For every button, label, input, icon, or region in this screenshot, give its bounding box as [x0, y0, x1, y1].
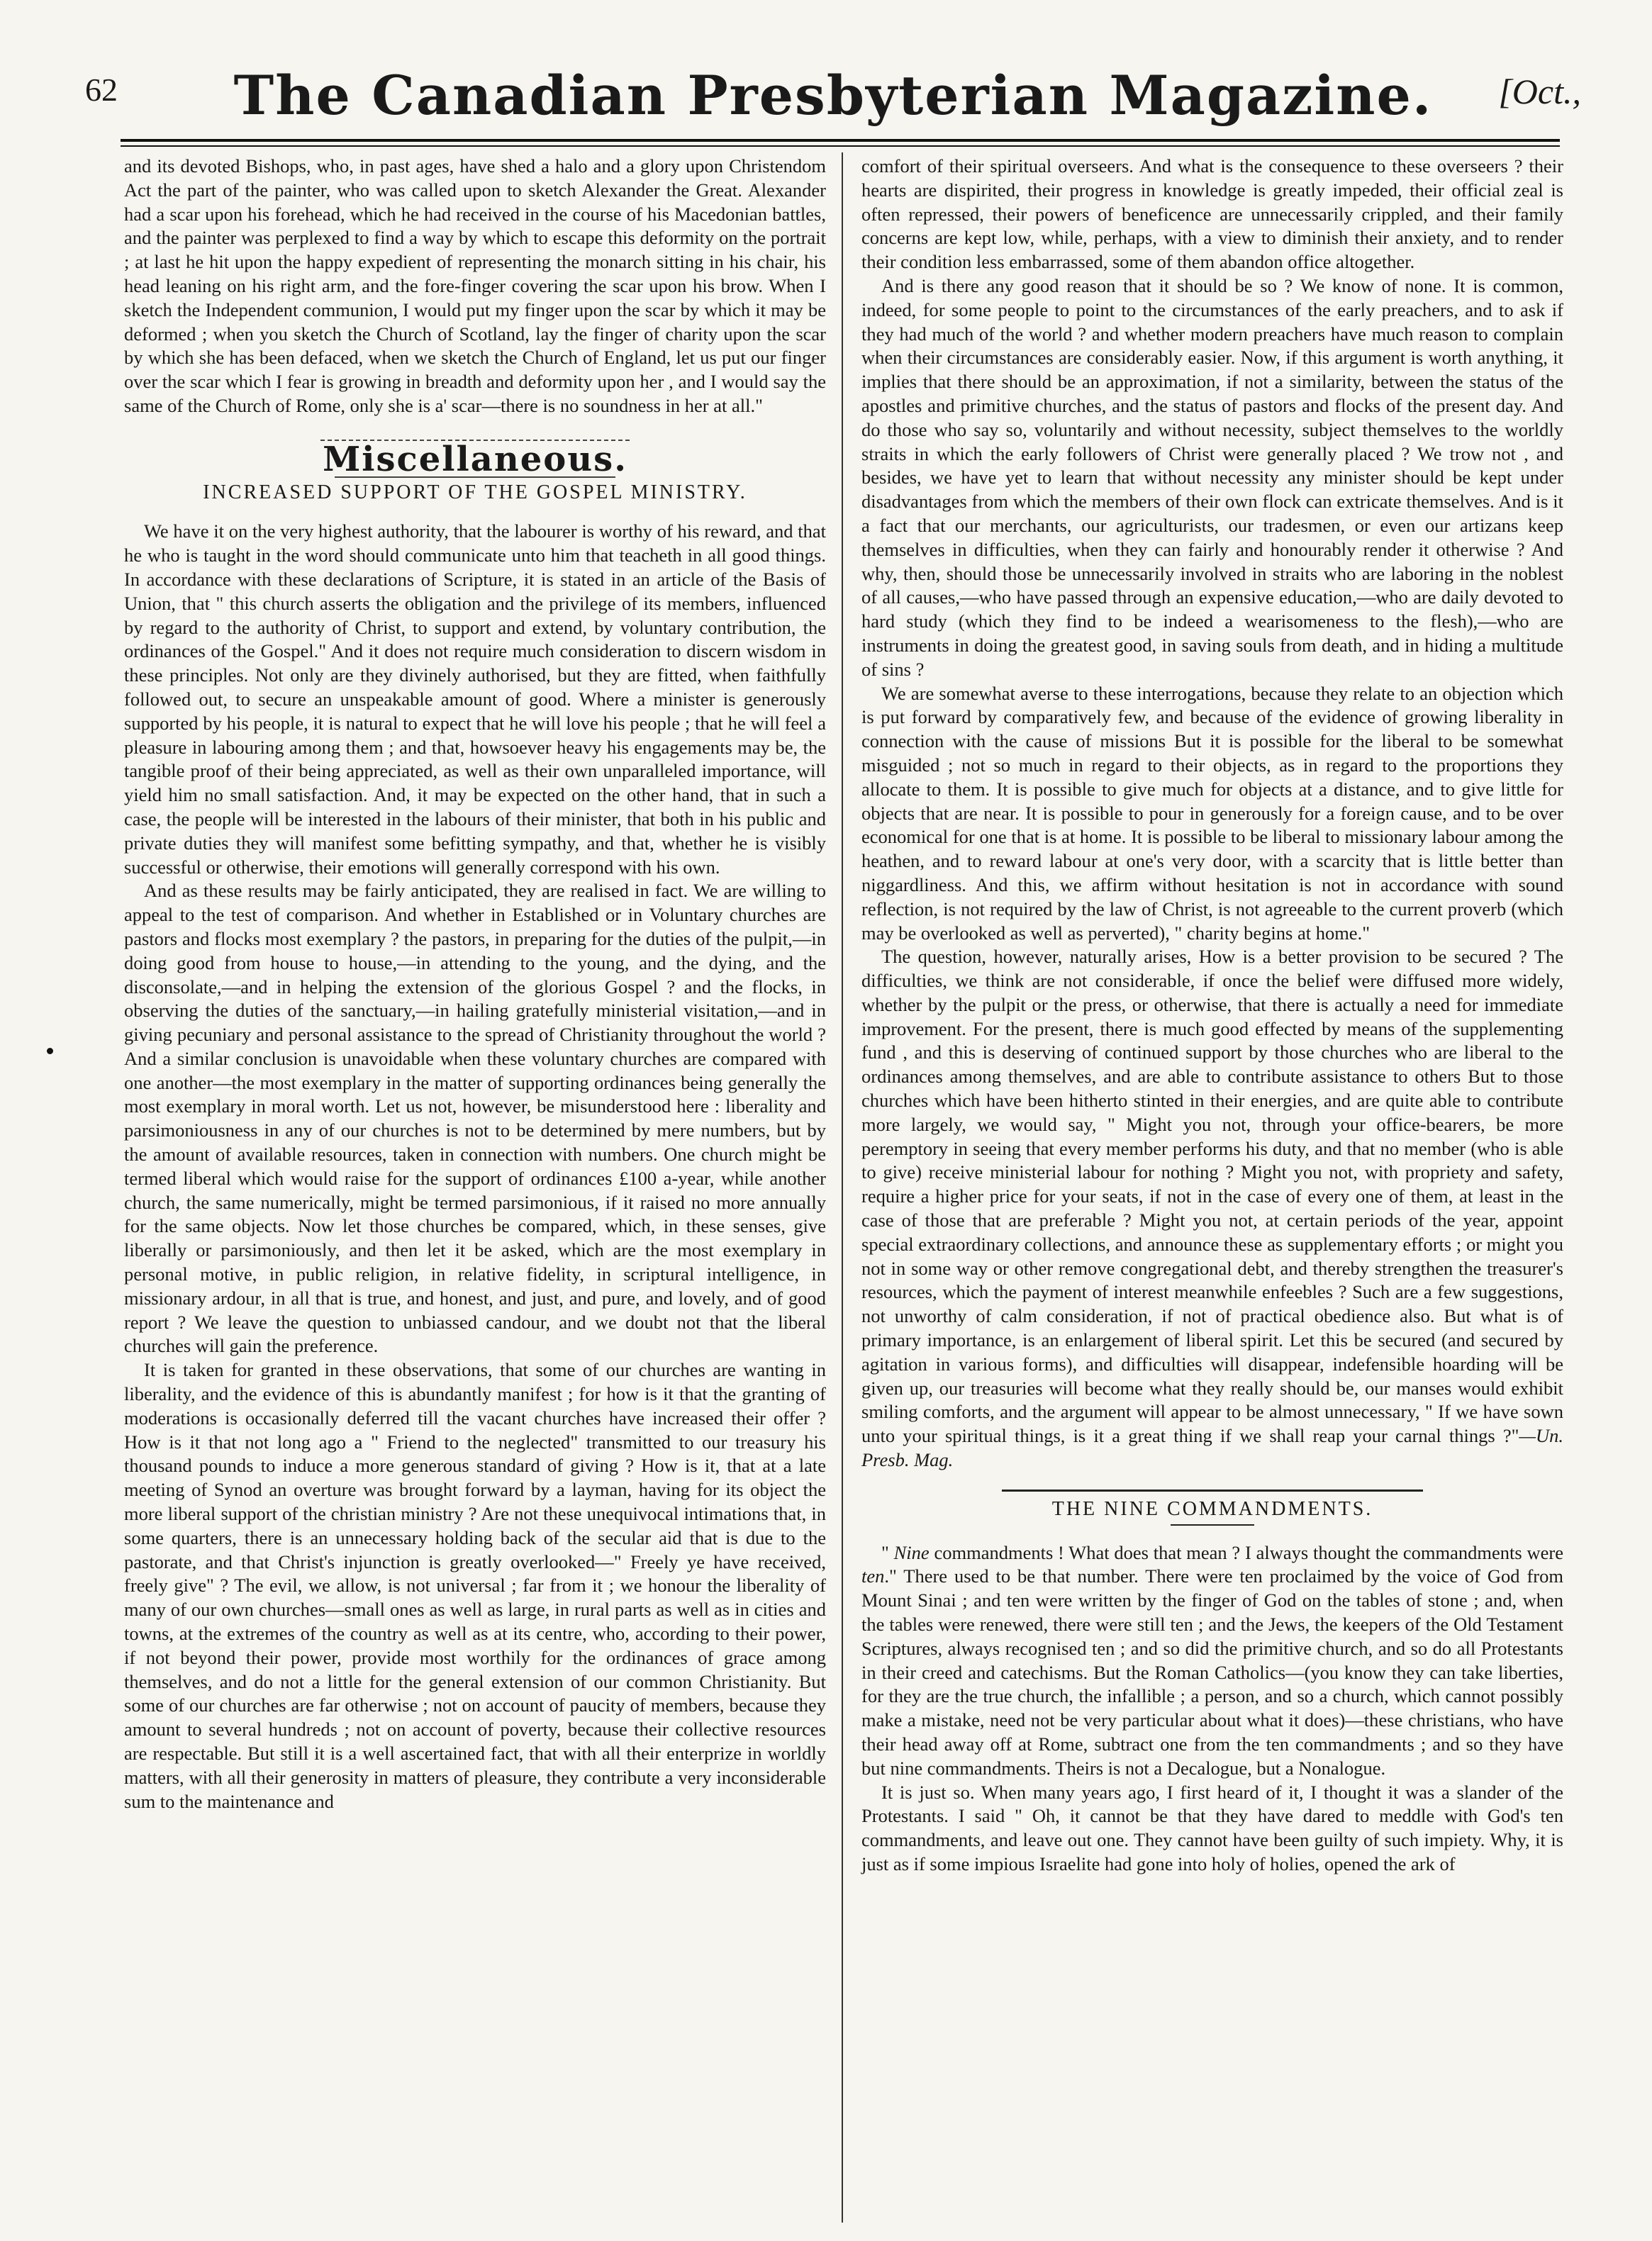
- paragraph: And is there any good reason that it should be so ? We know of none. It is common, indeed, for some people to point to the circumstances of the early preachers, and to ask if they had much of the world ? and whether modern preachers have much reason to complain when their circumstances are considerably easier. Now, if this argument is worth anything, it implies that there should be an approximation, if not a similarity, between the status of the apostles and primitive churches, and the status of pastors and flocks of the present day. And do those who say so, voluntarily and without necessity, subject themselves to the worldly straits in which the early followers of Christ were generally placed ? We trow not , and besides, we have yet to learn that without necessity any minister should be kept under disadvantages from which the members of their own flock can extricate themselves. And is it a fact that our merchants, our agriculturists, our tradesmen, or even our artizans keep themselves in difficulties, when they can fairly and honourably render it otherwise ? And why, then, should those be unnecessarily involved in straits who are laboring in the noblest of all causes,—who have passed through an expensive education,—who are daily devoted to hard study (which they find to be indeed a wearisomeness to the flesh),—who are instruments in doing the greatest good, in saving souls from death, and in hiding a multitude of sins ?: [861, 274, 1563, 680]
- paragraph: We are somewhat averse to these interrogations, because they relate to an objection which is put forward by comparatively few, and because of the evidence of growing liberality in connection with the cause of missions But it is possible for the liberal to be somewhat misguided ; not so much in regard to their objects, as in regard to the proportions they allocate to them. It is possible to give much for objects at a distance, and to give little for objects that are near. It is possible to pour in generously for a foreign cause, and to be over economical for one that is at home. It is possible to be liberal to missionary labour among the heathen, and to reward labour at one's very door, with a scarcity that is little better than niggardliness. And this, we affirm without hesitation is not in accordance with sound reflection, is not required by the law of Christ, is not agreeable to the current proverb (which may be overlooked as well as perverted), " charity begins at home.": [861, 682, 1563, 944]
- page-header: [85, 64, 1581, 149]
- quote-open: ": [881, 1541, 894, 1563]
- section-title-miscellaneous: Miscellaneous.: [323, 439, 627, 479]
- header-rule-thin: [121, 145, 1560, 147]
- emphasis-nine: Nine: [893, 1541, 930, 1563]
- article-title-gospel-ministry: INCREASED SUPPORT OF THE GOSPEL MINISTRY.: [203, 481, 747, 503]
- nine-commandments-heading-block: [861, 1490, 1563, 1526]
- paragraph: And as these results may be fairly anticipated, they are realised in fact. We are willing to appeal to the test of comparison. And whether in Established or in Voluntary churches are pastors and flocks most exemplary ? the pastors, in preparing for the duties of the pulpit,—in doing good from house to house,—in attending to the young, and the dying, and the disconsolate,—and in helping the extension of the glorious Gospel ? and the flocks, in observing the duties of the sanctuary,—in hailing gratefully ministerial visitation,—and in giving pecuniary and personal assistance to the spread of Christianity throughout the world ? And a similar conclusion is unavoidable when these voluntary churches are compared with one another—the most exemplary in the matter of supporting ordinances being generally the most exemplary in moral worth. Let us not, however, be misunderstood here : liberality and parsimoniousness in any of our churches is not to be determined by mere numbers, but by the amount of available resources, taken in connection with numbers. One church might be termed liberal which would raise for the support of ordinances £100 a-year, while another church, the same numerically, might be termed parsimonious, if it raised no more annually for the same objects. Now let those churches be compared, which, in these senses, give liberally or parsimoniously, and then let it be asked, which are the most exemplary in personal motive, in public religion, in relative fidelity, in scriptural intelligence, in missionary ardour, in all that is true, and honest, and just, and pure, and lovely, and of good report ? We leave the question to unbiassed candour, and we doubt not that the liberal churches will gain the preference.: [124, 880, 826, 1357]
- miscellaneous-heading-block: [124, 440, 826, 505]
- emphasis-ten: ten: [861, 1565, 885, 1587]
- section-rule-short: [1171, 1524, 1255, 1526]
- paragraph: We have it on the very highest authority, that the labourer is worthy of his reward, and that he who is taught in the word should communicate unto him that teacheth in all good things. In accordance with these declarations of Scripture, it is stated in an article of the Basis of Union, that " this church asserts the obligation and the privilege of its members, influenced by regard to the authority of Christ, to support and extend, by voluntary contribution, the ordinances of the Gospel." And it does not require much consideration to discern wisdom in these principles. Not only are they divinely authorised, but they are fitted, when faithfully followed out, to secure an unspeakable amount of good. Where a minister is generously supported by his people, it is natural to expect that he will love his people ; that he will feel a pleasure in labouring among them ; and that, howsoever heavy his engagements may be, the tangible proof of their being appreciated, as well as their own unparalleled importance, will yield him no small satisfaction. And, it may be expected on the other hand, that in such a case, the people will be interested in the labours of their minister, that both in his public and private duties they will manifest some befitting sympathy, and that, whether he is visibly successful or otherwise, their emotions will generally correspond with his own.: [124, 520, 826, 878]
- margin-dot: [47, 1048, 53, 1054]
- paragraph-text: commandments ! What does that mean ? I always thought the commandments were: [929, 1541, 1563, 1563]
- paragraph: [861, 945, 1563, 1472]
- page-number: 62: [85, 72, 118, 108]
- paragraph: It is just so. When many years ago, I first heard of it, I thought it was a slander of the Protestants. I said " Oh, it cannot be that they have dared to meddle with God's ten commandments, and leave out one. They cannot have been guilty of such impiety. Why, it is just as if some impious Israelite had gone into holy of holies, opened the ark of: [861, 1781, 1563, 1874]
- paragraph: It is taken for granted in these observations, that some of our churches are wanting in liberality, and the evidence of this is abundantly manifest ; for how is it that the granting of moderations is occasionally deferred till the vacant churches have increased their offer ? How is it that not long ago a " Friend to the neglected" transmitted to our treasury his thousand pounds to induce a more generous standard of giving ? How is it, that at a late meeting of Synod an overture was brought forward by a layman, having for its object the more liberal support of the christian ministry ? Are not these unequivocal intimations that, in some quarters, there is an unnecessary holding back of the secular aid that is due to the pastorate, and that Christ's injunction is greatly overlooked—" Freely ye have received, freely give" ? The evil, we allow, is not universal ; far from it ; we honour the liberality of many of our own churches—small ones as well as large, in rural parts as well as in cities and towns, at the extremes of the country as well as at its centre, who, according to their power, if not beyond their power, provide most worthily for the ordinances of grace among themselves, and do not a little for the general extension of our common Christianity. But some of our churches are far otherwise ; not on account of paucity of members, because they amount to several hundreds ; not on account of poverty, because their collective resources are respectable. But still it is a well ascertained fact, that with all their enterprize in worldly matters, with all their generosity in matters of pleasure, they contribute a very inconsiderable sum to the maintenance and: [124, 1359, 826, 1812]
- section-rule: [1002, 1490, 1423, 1492]
- paragraph-text: ." There used to be that number. There were ten proclaimed by the voice of God from Mount Sinai ; and ten were written by the finger of God on the tables of stone ; and, when the tables were renewed, there were still ten ; and the Jews, the keepers of the Old Testament Scriptures, always recognised ten ; and so did the primitive church, and so do all Protestants in their creed and catechisms. But the Roman Catholics—(you know they can take liberties, for they are the true church, the infallible ; a person, and so a church, which cannot possibly make a mistake, need not be very particular about what it does)—these christians, who have their head away off at Rome, subtract one from the ten commandments ; and so they have but nine commandments. Theirs is not a Decalogue, but a Nonalogue.: [861, 1565, 1563, 1779]
- paragraph-continuation: comfort of their spiritual overseers. And what is the consequence to these overseers ? their hearts are dispirited, their progress in knowledge is greatly impeded, their official zeal is often repressed, their powers of beneficence are unnecessarily crippled, and their family concerns are kept low, while, perhaps, with a view to diminish their anxiety, and to render their condition less embarrassed, some of them abandon office altogether.: [861, 155, 1563, 273]
- column-divider: [842, 152, 843, 2223]
- article-continuation: and its devoted Bishops, who, in past ages, have shed a halo and a glory upon Christendom Act the part of the painter, who was called upon to sketch Alexander the Great. Alexander had a scar upon his forehead, which he had received in the course of his Macedonian battles, and the painter was perplexed to find a way by which to escape this deformity on the portrait ; at last he hit upon the happy expedient of representing the monarch sitting in his chair, his head leaning on his right arm, and the fore-finger covering the scar upon his brow. When I sketch the Independent communion, I would put my finger upon the scar by which it may be deformed ; when you sketch the Church of Scotland, lay the finger of charity upon the scar by which she has been defaced, when we sketch the Church of England, let us put our finger over the scar which I fear is growing in breadth and deformity upon her , and I would say the same of the Church of Rome, only she is a' scar—there is no soundness in her at all.": [124, 155, 826, 416]
- article-title-nine-commandments: THE NINE COMMANDMENTS.: [1051, 1497, 1373, 1520]
- masthead-title: The Canadian Presbyterian Magazine.: [233, 64, 1433, 127]
- left-column: [124, 155, 826, 1814]
- paragraph: [861, 1541, 1563, 1781]
- right-column: [861, 155, 1563, 1877]
- issue-month: [Oct.,: [1498, 72, 1581, 111]
- paragraph-text: The question, however, naturally arises, How is a better provision to be secured ? The difficulties, we think are not considerable, if once the belief were diffused more widely, whether by the pulpit or the press, or otherwise, that there is actually a need for immediate improvement. For the present, there is much good effected by means of the supplementing fund , and this is deserving of continued support by those churches who are liberal to the ordinances among themselves, and are able to contribute assistance to others But to those churches which have been hitherto stinted in their energies, and are quite able to contribute more largely, we would say, " Might you not, through your office-bearers, be more peremptory in seeing that every member performs his duty, and that no member (who is able to give) receive ministerial labour for nothing ? Might you not, with propriety and safety, require a higher price for your seats, if not in the case of every one of them, at least in the case of those that are preferable ? Might you not, at certain periods of the year, appoint special extraordinary collections, and announce these as supplementary efforts ; or might you not in some way or other remove congregational debt, and thereby strengthen the treasurer's resources, which the payment of interest meanwhile enfeebles ? Such are a few suggestions, not unworthy of calm consideration, if not of practical obedience also. But what is of primary importance, is an enlargement of liberal spirit. Let this be secured (and secured by agitation in various forms), and difficulties will disappear, indefensible hoarding will be given up, our treasuries will become what they really should be, our manses would exhibit smiling comforts, and the argument will appear to be almost unnecessary, " If we have sown unto your spiritual things, is it a great thing if we shall reap your carnal things ?": [861, 946, 1563, 1447]
- source-citation: —Un. Presb. Mag.: [861, 1425, 1563, 1471]
- header-rule: [121, 139, 1560, 142]
